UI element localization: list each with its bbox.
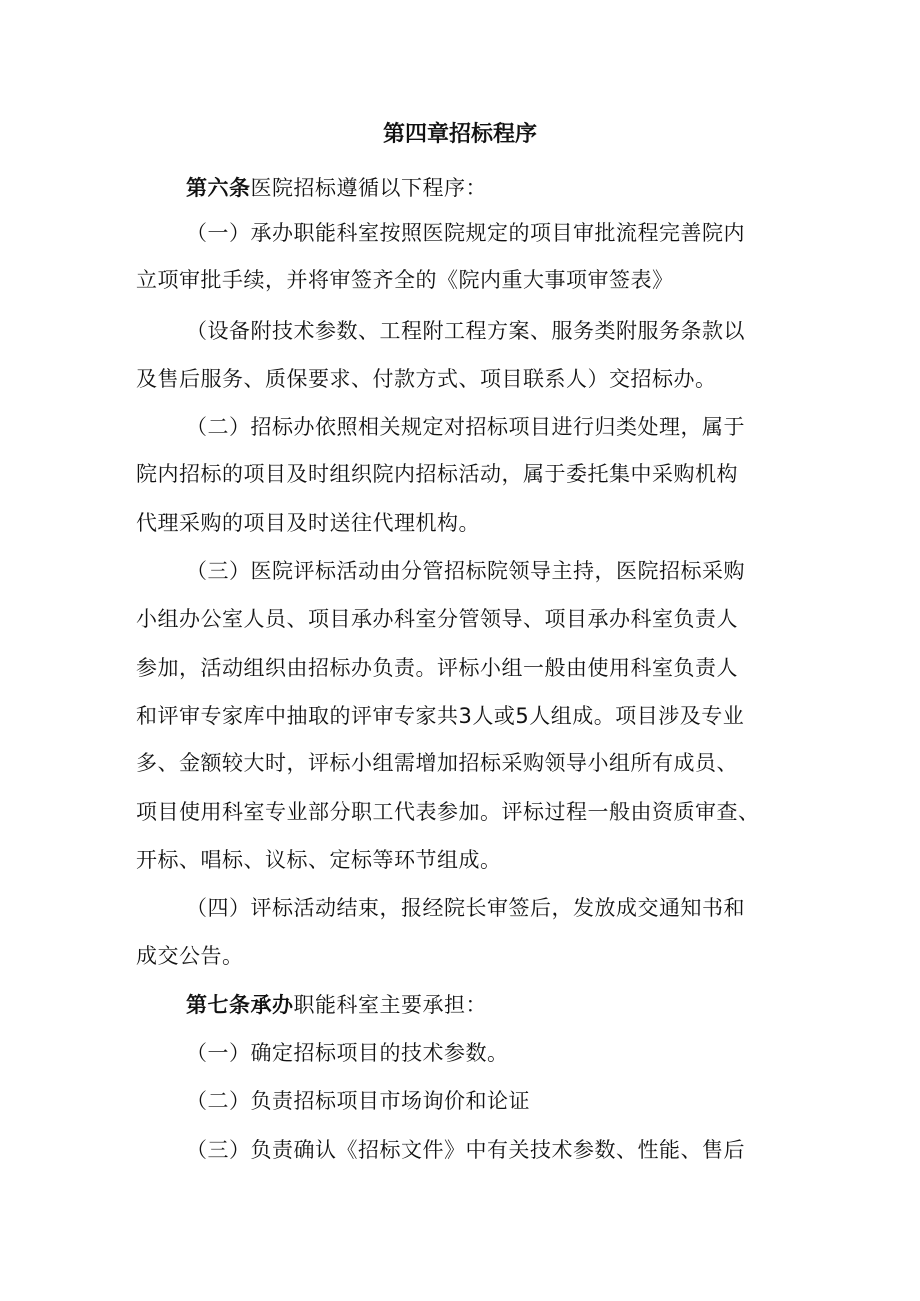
duty-line: （三）负责确认《招标文件》中有关技术参数、性能、售后 (186, 1138, 745, 1162)
article-6-text: 医院招标遵循以下程序： (250, 176, 487, 200)
article-7-label: 第七条承办 (186, 993, 294, 1017)
duty-line: （二）负责招标项目市场询价和论证 (186, 1089, 530, 1113)
article-6-label: 第六条 (186, 176, 251, 200)
paragraph-line: 小组办公室人员、项目承办科室分管领导、项目承办科室负责人 (136, 607, 738, 631)
paragraph-line: 开标、唱标、议标、定标等环节组成。 (136, 848, 502, 872)
paragraph-line: （一）承办职能科室按照医院规定的项目审批流程完善院内 (186, 221, 745, 245)
paragraph-line: 参加，活动组织由招标办负责。评标小组一般由使用科室负责人 (136, 656, 738, 680)
paragraph-line: 多、金额较大时，评标小组需增加招标采购领导小组所有成员、 (136, 751, 738, 775)
paragraph-line: 项目使用科室专业部分职工代表参加。评标过程一般由资质审查、 (136, 800, 760, 824)
paragraph-line: （二）招标办依照相关规定对招标项目进行归类处理，属于 (186, 415, 745, 439)
chapter-title: 第四章招标程序 (382, 122, 537, 147)
article-7-text: 职能科室主要承担： (293, 993, 487, 1017)
paragraph-line: 成交公告。 (136, 944, 244, 968)
paragraph-line: （三）医院评标活动由分管招标院领导主持，医院招标采购 (186, 559, 745, 583)
paragraph-line: （设备附技术参数、工程附工程方案、服务类附服务条款以 (186, 319, 745, 343)
paragraph-line: （四）评标活动结束，报经院长审签后，发放成交通知书和 (186, 896, 745, 920)
paragraph-line: 及售后服务、质保要求、付款方式、项目联系人）交招标办。 (136, 367, 717, 391)
article-6-heading (186, 170, 487, 206)
article-7-heading (186, 987, 487, 1023)
paragraph-line: 院内招标的项目及时组织院内招标活动，属于委托集中采购机构 (136, 462, 738, 486)
paragraph-line: 代理采购的项目及时送往代理机构。 (136, 511, 480, 535)
paragraph-line: 立项审批手续，并将审签齐全的《院内重大事项审签表》 (136, 268, 674, 292)
paragraph-line: 和评审专家库中抽取的评审专家共3人或5人组成。项目涉及专业 (136, 704, 745, 728)
duty-line: （一）确定招标项目的技术参数。 (186, 1041, 509, 1065)
